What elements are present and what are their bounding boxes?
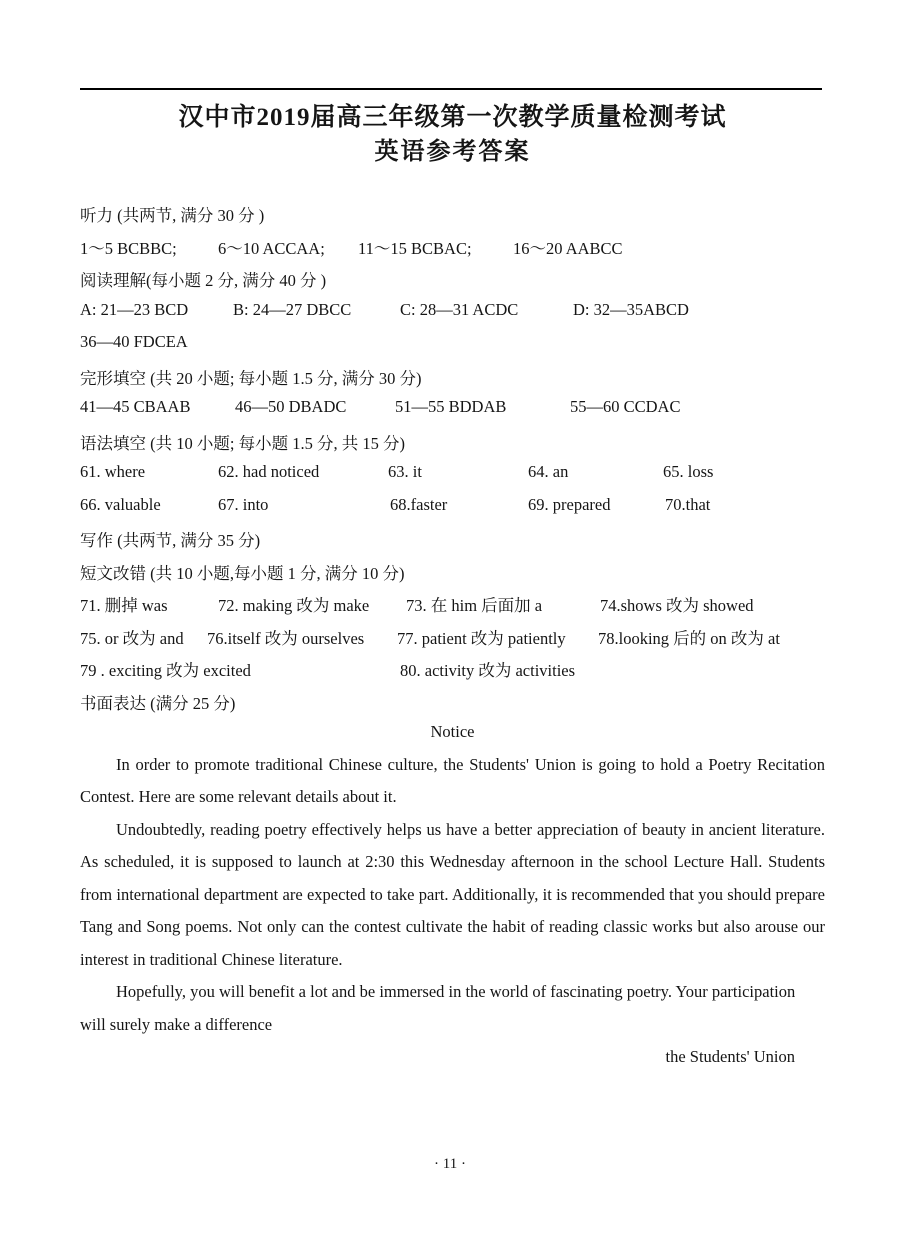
answer-segment: D: 32—35ABCD [573, 299, 689, 319]
answer-segment: 67. into [218, 494, 269, 514]
answer-segment: 写作 (共两节, 满分 35 分) [80, 531, 261, 550]
answer-segment: 36—40 FDCEA [80, 332, 188, 351]
answer-segment: 11～15 BCBAC; [358, 238, 472, 258]
answer-line-correction-answers-3 [80, 651, 825, 684]
answer-segment: B: 24—27 DBCC [233, 299, 352, 319]
answer-segment: 62. had noticed [218, 462, 320, 481]
answer-segment: 77. patient 改为 patiently [397, 628, 566, 648]
answer-segment: 79 . exciting 改为 excited [80, 661, 251, 680]
answer-line-correction-header [80, 554, 825, 587]
answer-segment: 68.faster [390, 494, 448, 514]
page-title: 汉中市2019届高三年级第一次教学质量检测考试 [178, 104, 727, 131]
answer-segment: 71. 删掉 was [80, 596, 168, 615]
top-rule [80, 88, 822, 90]
essay-paragraph-1: In order to promote traditional Chinese culture, the Students' Union is going to hold a Poetry Recitation Contest. Here are some relevant details about it. [80, 754, 825, 806]
answer-segment: 55—60 CCDAC [570, 397, 681, 416]
answer-segment: 完形填空 (共 20 小题; 每小题 1.5 分, 满分 30 分) [80, 368, 422, 388]
answer-line-cloze-header [80, 359, 825, 392]
answer-segment: 65. loss [663, 462, 714, 481]
answer-segment: 78.looking 后的 on 改为 at [598, 628, 780, 648]
answer-segment: 80. activity 改为 activities [400, 661, 576, 680]
answer-line-grammar-answers-2 [80, 489, 825, 522]
answer-segment: 书面表达 (满分 25 分) [80, 693, 236, 713]
answer-segment: 75. or 改为 and [80, 628, 184, 648]
page-number: · 11 · [434, 1156, 466, 1172]
essay-heading: Notice [430, 722, 475, 741]
answer-segment: 66. valuable [80, 494, 161, 514]
answer-line-reading-answers [80, 294, 825, 327]
answer-line-writing-header [80, 521, 825, 554]
answer-segment: 听力 (共两节, 满分 30 分 ) [80, 206, 265, 225]
answer-segment: 72. making 改为 make [218, 596, 370, 615]
answer-line-correction-answers-1 [80, 586, 825, 619]
signature: the Students' Union [665, 1047, 795, 1066]
answer-segment: 语法填空 (共 10 小题; 每小题 1.5 分, 共 15 分) [80, 433, 405, 453]
answer-line-correction-answers-2 [80, 619, 825, 652]
answer-line-reading-header [80, 261, 825, 294]
answer-key-body [80, 196, 825, 1074]
answer-segment: 76.itself 改为 ourselves [207, 628, 365, 648]
answer-segment: 16～20 AABCC [513, 238, 623, 258]
answer-segment: 短文改错 (共 10 小题,每小题 1 分, 满分 10 分) [80, 563, 405, 583]
answer-segment: 1～5 BCBBC; [80, 238, 177, 258]
answer-line-essay-header [80, 684, 825, 717]
answer-line-cloze-answers [80, 391, 825, 424]
page-subtitle: 英语参考答案 [374, 139, 531, 165]
answer-segment: 阅读理解(每小题 2 分, 满分 40 分 ) [80, 271, 327, 290]
answer-segment: 63. it [388, 462, 422, 481]
answer-line-grammar-answers-1 [80, 456, 825, 489]
answer-segment: 69. prepared [528, 494, 611, 514]
answer-segment: 51—55 BDDAB [395, 397, 507, 416]
answer-line-listening-answers [80, 229, 825, 262]
answer-segment: 70.that [665, 494, 711, 514]
answer-segment: 61. where [80, 462, 146, 481]
essay-paragraph-2: Undoubtedly, reading poetry effectively helps us have a better appreciation of beauty in ancient literature. As scheduled, it is supposed to launch at 2:30 this Wednesday afternoon in the school Lecture Hall. Students from international department are expected to take part. Additionally, it is recommended that you should prepare Tang and Song poems. Not only can the contest cultivate the habit of reading classic works but also arouse our interest in traditional Chinese literature. [80, 819, 825, 969]
answer-segment: C: 28—31 ACDC [400, 299, 519, 319]
answer-line-grammar-header [80, 424, 825, 457]
answer-segment: 73. 在 him 后面加 a [406, 596, 543, 615]
answer-segment: 41—45 CBAAB [80, 397, 191, 416]
essay-paragraph-3: Hopefully, you will benefit a lot and be immersed in the world of fascinating poetry. Your participation will surely make a difference [80, 982, 796, 1034]
answer-segment: 64. an [528, 462, 569, 481]
answer-segment: A: 21—23 BCD [80, 299, 189, 319]
answer-line-reading-answers-2 [80, 326, 825, 359]
answer-segment: 74.shows 改为 showed [600, 596, 754, 615]
answer-segment: 6～10 ACCAA; [218, 238, 325, 258]
answer-line-listening-header [80, 196, 825, 229]
answer-segment: 46—50 DBADC [235, 397, 347, 416]
